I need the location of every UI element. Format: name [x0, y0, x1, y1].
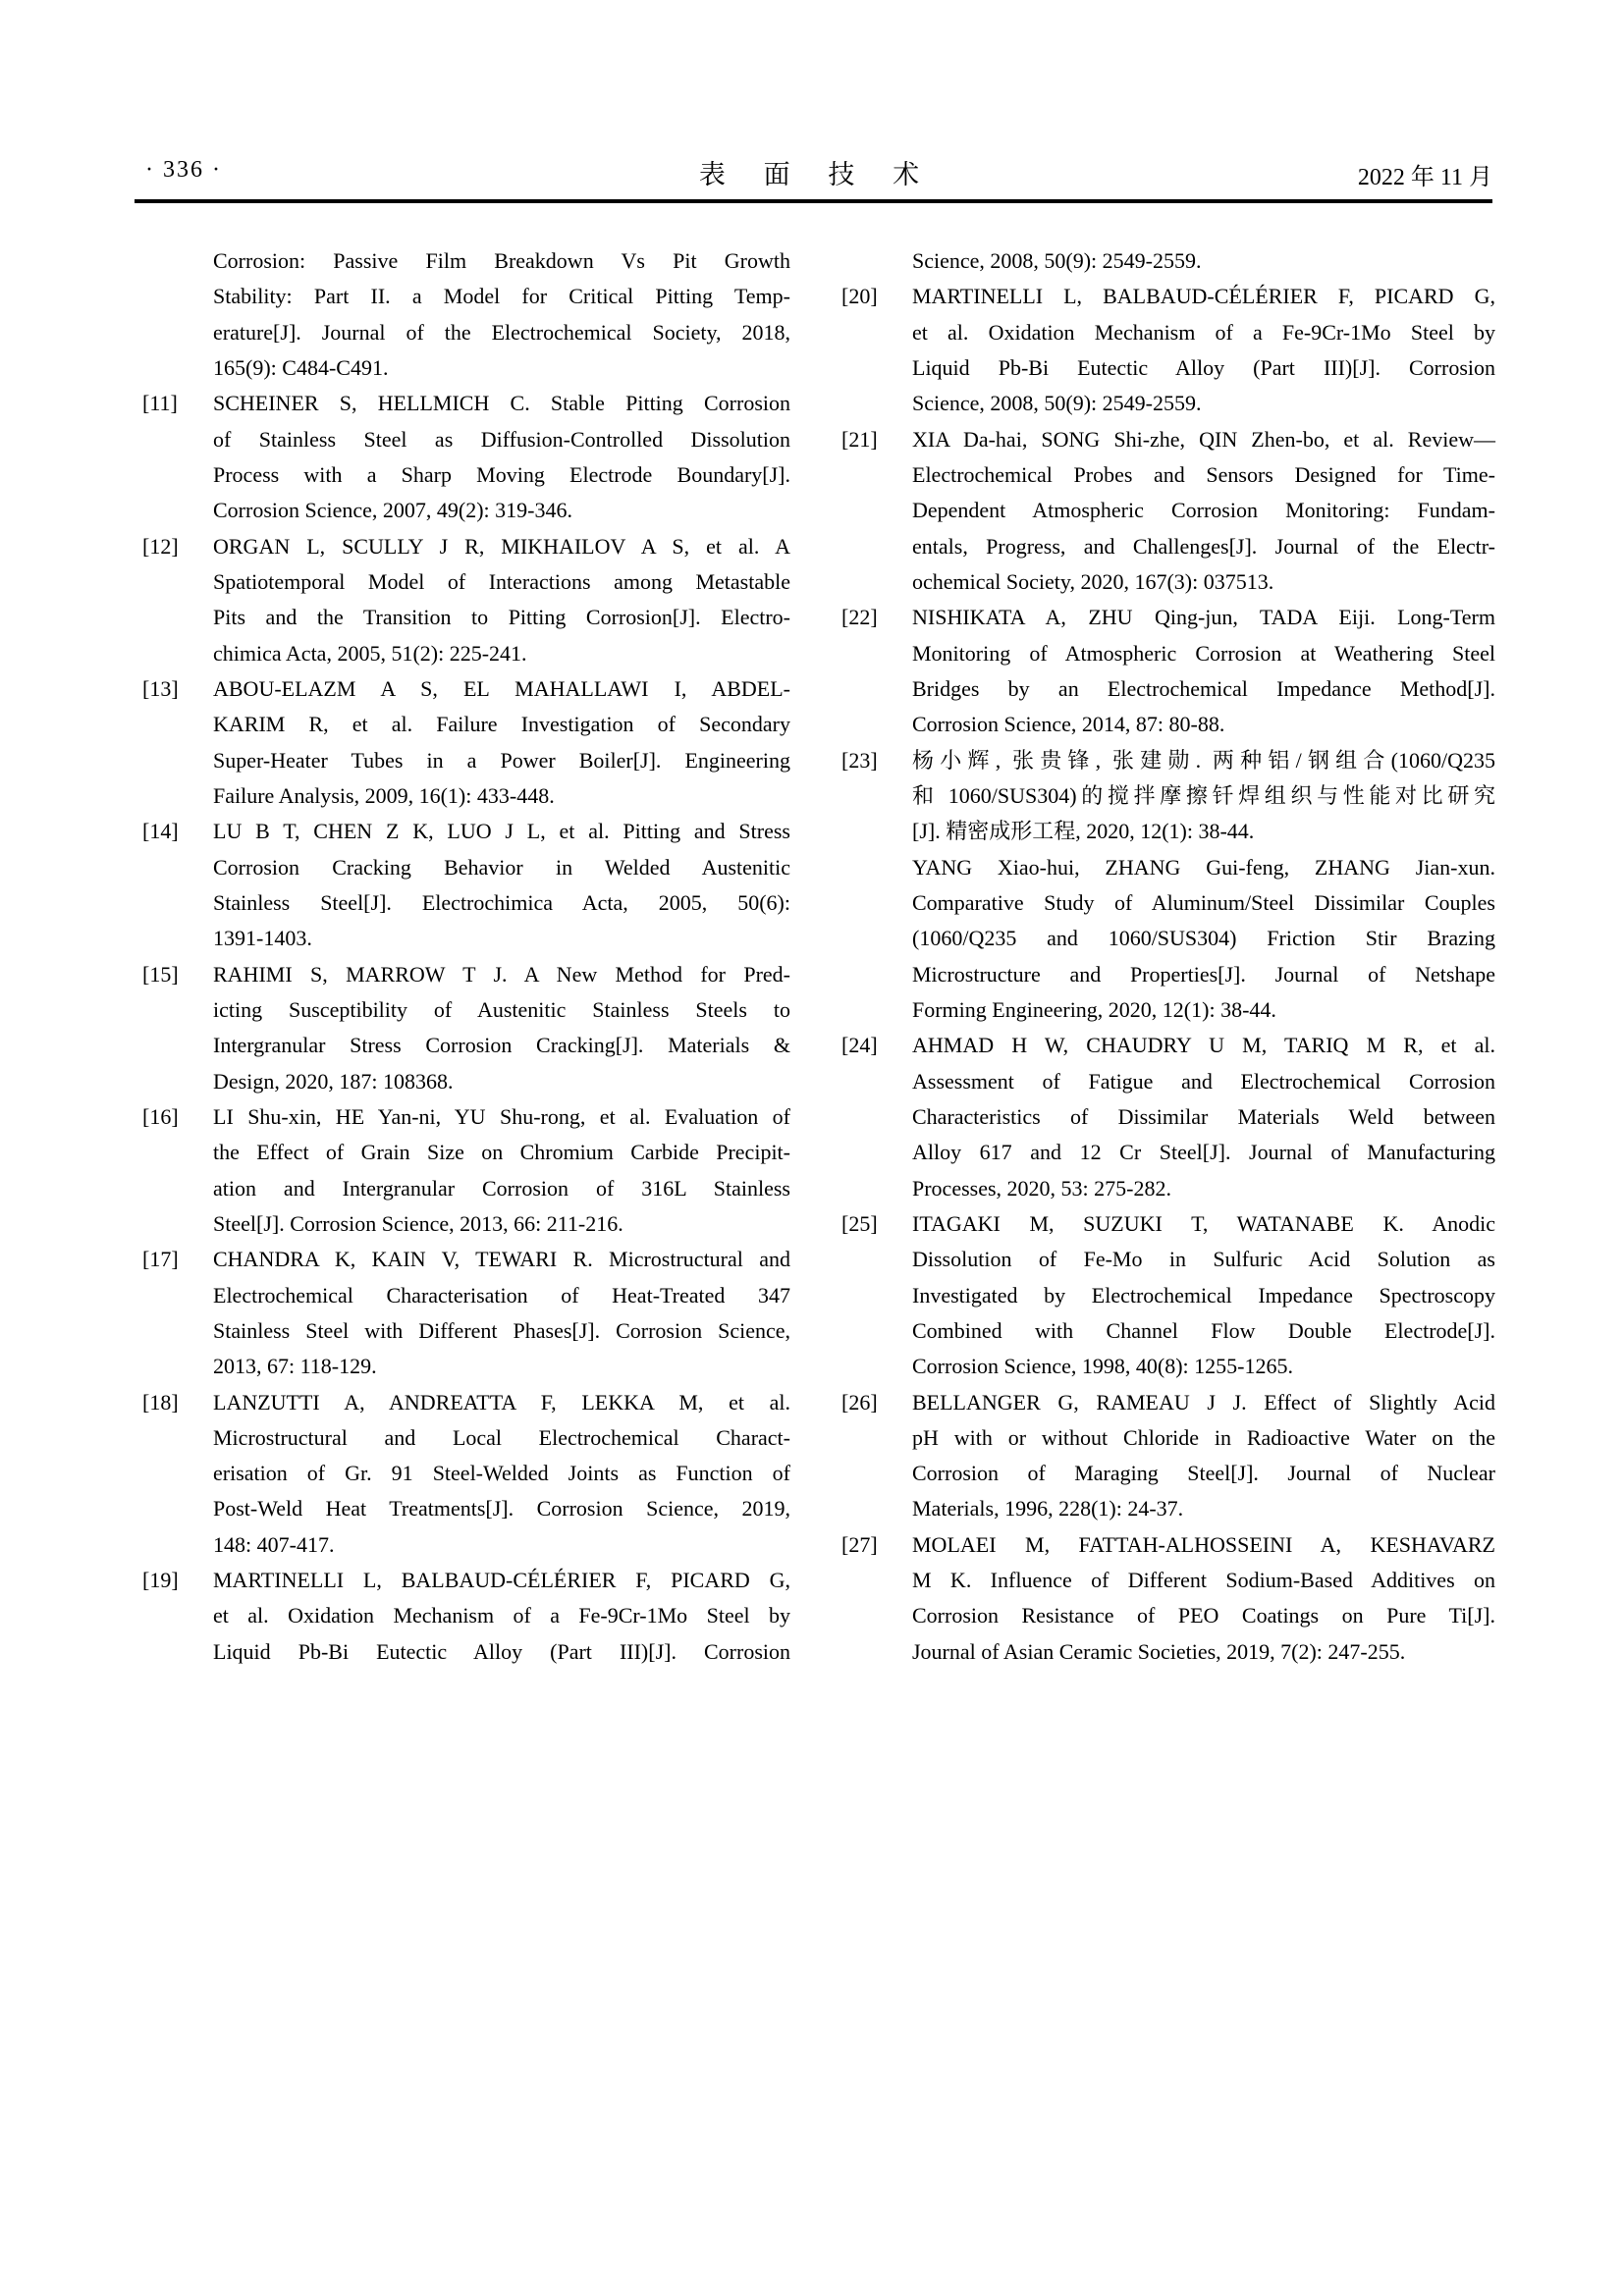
reference-line: AHMAD H W, CHAUDRY U M, TARIQ M R, et al.: [912, 1033, 1495, 1058]
reference-line: Corrosion Resistance of PEO Coatings on Pure Ti[J].: [912, 1603, 1495, 1629]
reference-line: Forming Engineering, 2020, 12(1): 38-44.: [912, 996, 1276, 1022]
reference-line: ORGAN L, SCULLY J R, MIKHAILOV A S, et al. A: [213, 533, 790, 559]
reference-line: Corrosion Cracking Behavior in Welded Austenitic: [213, 854, 790, 880]
reference-line: Assessment of Fatigue and Electrochemical Corrosion: [912, 1068, 1495, 1094]
reference-item: [142, 814, 790, 956]
reference-line: BELLANGER G, RAMEAU J J. Effect of Slightly Acid: [912, 1389, 1495, 1415]
page-number: · 336 ·: [145, 157, 222, 183]
reference-number: [22]: [841, 605, 878, 630]
reference-line: Failure Analysis, 2009, 16(1): 433-448.: [213, 782, 555, 808]
reference-number: [13]: [142, 675, 179, 701]
reference-line: YANG Xiao-hui, ZHANG Gui-feng, ZHANG Jian-xun.: [912, 854, 1495, 880]
reference-item: [841, 1527, 1495, 1670]
reference-line: Science, 2008, 50(9): 2549-2559.: [912, 391, 1202, 416]
reference-line: NISHIKATA A, ZHU Qing-jun, TADA Eiji. Long-Term: [912, 605, 1495, 630]
reference-line: Stainless Steel[J]. Electrochimica Acta, 2005, 50(6):: [213, 889, 790, 915]
reference-line: KARIM R, et al. Failure Investigation of Secondary: [213, 712, 790, 737]
reference-item: [841, 422, 1495, 601]
reference-line: entals, Progress, and Challenges[J]. Journal of the Electr-: [912, 533, 1495, 559]
reference-line: 和 1060/SUS304)的搅拌摩擦钎焊组织与性能对比研究: [912, 782, 1495, 808]
reference-line: XIA Da-hai, SONG Shi-zhe, QIN Zhen-bo, et al. Review—: [912, 426, 1495, 452]
reference-line: Journal of Asian Ceramic Societies, 2019, 7(2): 247-255.: [912, 1638, 1406, 1664]
reference-line: (1060/Q235 and 1060/SUS304) Friction Stir Brazing: [912, 926, 1495, 951]
reference-line: 165(9): C484-C491.: [213, 354, 389, 380]
reference-item: [841, 1385, 1495, 1527]
reference-number: [17]: [142, 1247, 179, 1272]
reference-line: RAHIMI S, MARROW T J. A New Method for Pred-: [213, 961, 790, 987]
reference-line: Corrosion: Passive Film Breakdown Vs Pit Growth: [213, 248, 790, 273]
reference-number: [12]: [142, 533, 179, 559]
reference-line: LI Shu-xin, HE Yan-ni, YU Shu-rong, et al. Evaluation of: [213, 1103, 790, 1129]
reference-number: [24]: [841, 1033, 878, 1058]
reference-line: SCHEINER S, HELLMICH C. Stable Pitting Corrosion: [213, 391, 790, 416]
reference-line: Liquid Pb-Bi Eutectic Alloy (Part III)[J]. Corrosion: [912, 354, 1495, 380]
reference-line: chimica Acta, 2005, 51(2): 225-241.: [213, 640, 527, 666]
issue-date: 2022 年 11 月: [1357, 165, 1492, 190]
reference-line: Science, 2008, 50(9): 2549-2559.: [912, 248, 1202, 273]
reference-number: [18]: [142, 1389, 179, 1415]
reference-line: Characteristics of Dissimilar Materials Weld between: [912, 1103, 1495, 1129]
reference-line: Process with a Sharp Moving Electrode Boundary[J].: [213, 461, 790, 487]
reference-line: Investigated by Electrochemical Impedance Spectroscopy: [912, 1282, 1495, 1308]
reference-number: [20]: [841, 284, 878, 309]
reference-item: [142, 243, 790, 386]
reference-line: Stability: Part II. a Model for Critical Pitting Temp-: [213, 284, 790, 309]
reference-line: MOLAEI M, FATTAH-ALHOSSEINI A, KESHAVARZ: [912, 1531, 1495, 1557]
reference-line: Electrochemical Characterisation of Heat-Treated 347: [213, 1282, 790, 1308]
reference-number: [21]: [841, 426, 878, 452]
reference-line: icting Susceptibility of Austenitic Stainless Steels to: [213, 996, 790, 1022]
reference-line: Corrosion Science, 1998, 40(8): 1255-1265.: [912, 1354, 1293, 1379]
header-rule: [135, 199, 1492, 203]
reference-line: Processes, 2020, 53: 275-282.: [912, 1175, 1171, 1201]
reference-line: LU B T, CHEN Z K, LUO J L, et al. Pitting and Stress: [213, 819, 790, 844]
journal-title: 表 面 技 术: [698, 160, 926, 189]
references-right-column: [841, 243, 1495, 1670]
reference-line: et al. Oxidation Mechanism of a Fe-9Cr-1Mo Steel by: [912, 319, 1495, 345]
reference-line: Microstructure and Properties[J]. Journal of Netshape: [912, 961, 1495, 987]
reference-line: [J]. 精密成形工程, 2020, 12(1): 38-44.: [912, 819, 1255, 844]
reference-line: MARTINELLI L, BALBAUD-CÉLÉRIER F, PICARD G,: [912, 284, 1495, 309]
reference-line: Dependent Atmospheric Corrosion Monitoring: Fundam-: [912, 498, 1495, 523]
reference-line: ation and Intergranular Corrosion of 316L Stainless: [213, 1175, 790, 1201]
reference-line: Steel[J]. Corrosion Science, 2013, 66: 211-216.: [213, 1210, 623, 1236]
reference-line: Microstructural and Local Electrochemical Charact-: [213, 1424, 790, 1450]
reference-line: CHANDRA K, KAIN V, TEWARI R. Microstructural and: [213, 1247, 790, 1272]
reference-line: ITAGAKI M, SUZUKI T, WATANABE K. Anodic: [912, 1210, 1495, 1236]
reference-line: Corrosion of Maraging Steel[J]. Journal of Nuclear: [912, 1461, 1495, 1486]
reference-line: Intergranular Stress Corrosion Cracking[J]. Materials &: [213, 1033, 790, 1058]
reference-line: Liquid Pb-Bi Eutectic Alloy (Part III)[J]. Corrosion: [213, 1638, 790, 1664]
reference-line: ochemical Society, 2020, 167(3): 037513.: [912, 568, 1274, 594]
reference-number: [23]: [841, 747, 878, 773]
reference-line: erisation of Gr. 91 Steel-Welded Joints as Function of: [213, 1461, 790, 1486]
reference-line: 杨小辉, 张贵锋, 张建勋. 两种铝/钢组合(1060/Q235: [912, 747, 1495, 773]
reference-line: Pits and the Transition to Pitting Corrosion[J]. Electro-: [213, 605, 790, 630]
reference-item: [142, 1385, 790, 1564]
reference-line: Design, 2020, 187: 108368.: [213, 1068, 454, 1094]
reference-number: [16]: [142, 1103, 179, 1129]
reference-item: [841, 850, 1495, 1029]
reference-line: 2013, 67: 118-129.: [213, 1354, 377, 1379]
reference-item: [841, 279, 1495, 421]
reference-line: ABOU-ELAZM A S, EL MAHALLAWI I, ABDEL-: [213, 675, 790, 701]
reference-line: the Effect of Grain Size on Chromium Carbide Precipit-: [213, 1140, 790, 1165]
reference-item: [142, 529, 790, 671]
reference-line: M K. Influence of Different Sodium-Based Additives on: [912, 1568, 1495, 1593]
reference-line: pH with or without Chloride in Radioactive Water on the: [912, 1424, 1495, 1450]
reference-line: Combined with Channel Flow Double Electrode[J].: [912, 1317, 1495, 1343]
reference-line: Stainless Steel with Different Phases[J]. Corrosion Science,: [213, 1317, 790, 1343]
reference-item: [142, 957, 790, 1099]
reference-number: [11]: [142, 391, 178, 416]
reference-line: Alloy 617 and 12 Cr Steel[J]. Journal of Manufacturing: [912, 1140, 1495, 1165]
reference-line: MARTINELLI L, BALBAUD-CÉLÉRIER F, PICARD G,: [213, 1568, 790, 1593]
reference-line: of Stainless Steel as Diffusion-Controlled Dissolution: [213, 426, 790, 452]
reference-number: [19]: [142, 1568, 179, 1593]
reference-line: Corrosion Science, 2007, 49(2): 319-346.: [213, 498, 572, 523]
reference-line: Super-Heater Tubes in a Power Boiler[J]. Engineering: [213, 747, 790, 773]
reference-item: [142, 386, 790, 528]
reference-number: [14]: [142, 819, 179, 844]
reference-line: Monitoring of Atmospheric Corrosion at Weathering Steel: [912, 640, 1495, 666]
reference-line: Post-Weld Heat Treatments[J]. Corrosion Science, 2019,: [213, 1496, 790, 1522]
reference-line: Bridges by an Electrochemical Impedance Method[J].: [912, 675, 1495, 701]
reference-line: Electrochemical Probes and Sensors Designed for Time-: [912, 461, 1495, 487]
reference-line: Comparative Study of Aluminum/Steel Dissimilar Couples: [912, 889, 1495, 915]
reference-item: [841, 1206, 1495, 1385]
reference-line: Spatiotemporal Model of Interactions among Metastable: [213, 568, 790, 594]
reference-number: [25]: [841, 1210, 878, 1236]
reference-line: Dissolution of Fe-Mo in Sulfuric Acid Solution as: [912, 1247, 1495, 1272]
reference-item: [841, 600, 1495, 742]
reference-number: [27]: [841, 1531, 878, 1557]
reference-number: [26]: [841, 1389, 878, 1415]
reference-line: Corrosion Science, 2014, 87: 80-88.: [912, 712, 1225, 737]
reference-line: LANZUTTI A, ANDREATTA F, LEKKA M, et al.: [213, 1389, 790, 1415]
reference-item: [142, 1242, 790, 1384]
reference-item: [841, 1028, 1495, 1206]
reference-line: Materials, 1996, 228(1): 24-37.: [912, 1496, 1184, 1522]
reference-line: erature[J]. Journal of the Electrochemical Society, 2018,: [213, 319, 790, 345]
reference-item: [142, 1563, 790, 1670]
reference-item: [142, 671, 790, 814]
reference-item: [841, 243, 1495, 279]
reference-line: 1391-1403.: [213, 926, 312, 951]
references-left-column: [142, 243, 790, 1670]
reference-line: 148: 407-417.: [213, 1531, 335, 1557]
reference-number: [15]: [142, 961, 179, 987]
reference-item: [841, 743, 1495, 850]
reference-item: [142, 1099, 790, 1242]
reference-line: et al. Oxidation Mechanism of a Fe-9Cr-1Mo Steel by: [213, 1603, 790, 1629]
